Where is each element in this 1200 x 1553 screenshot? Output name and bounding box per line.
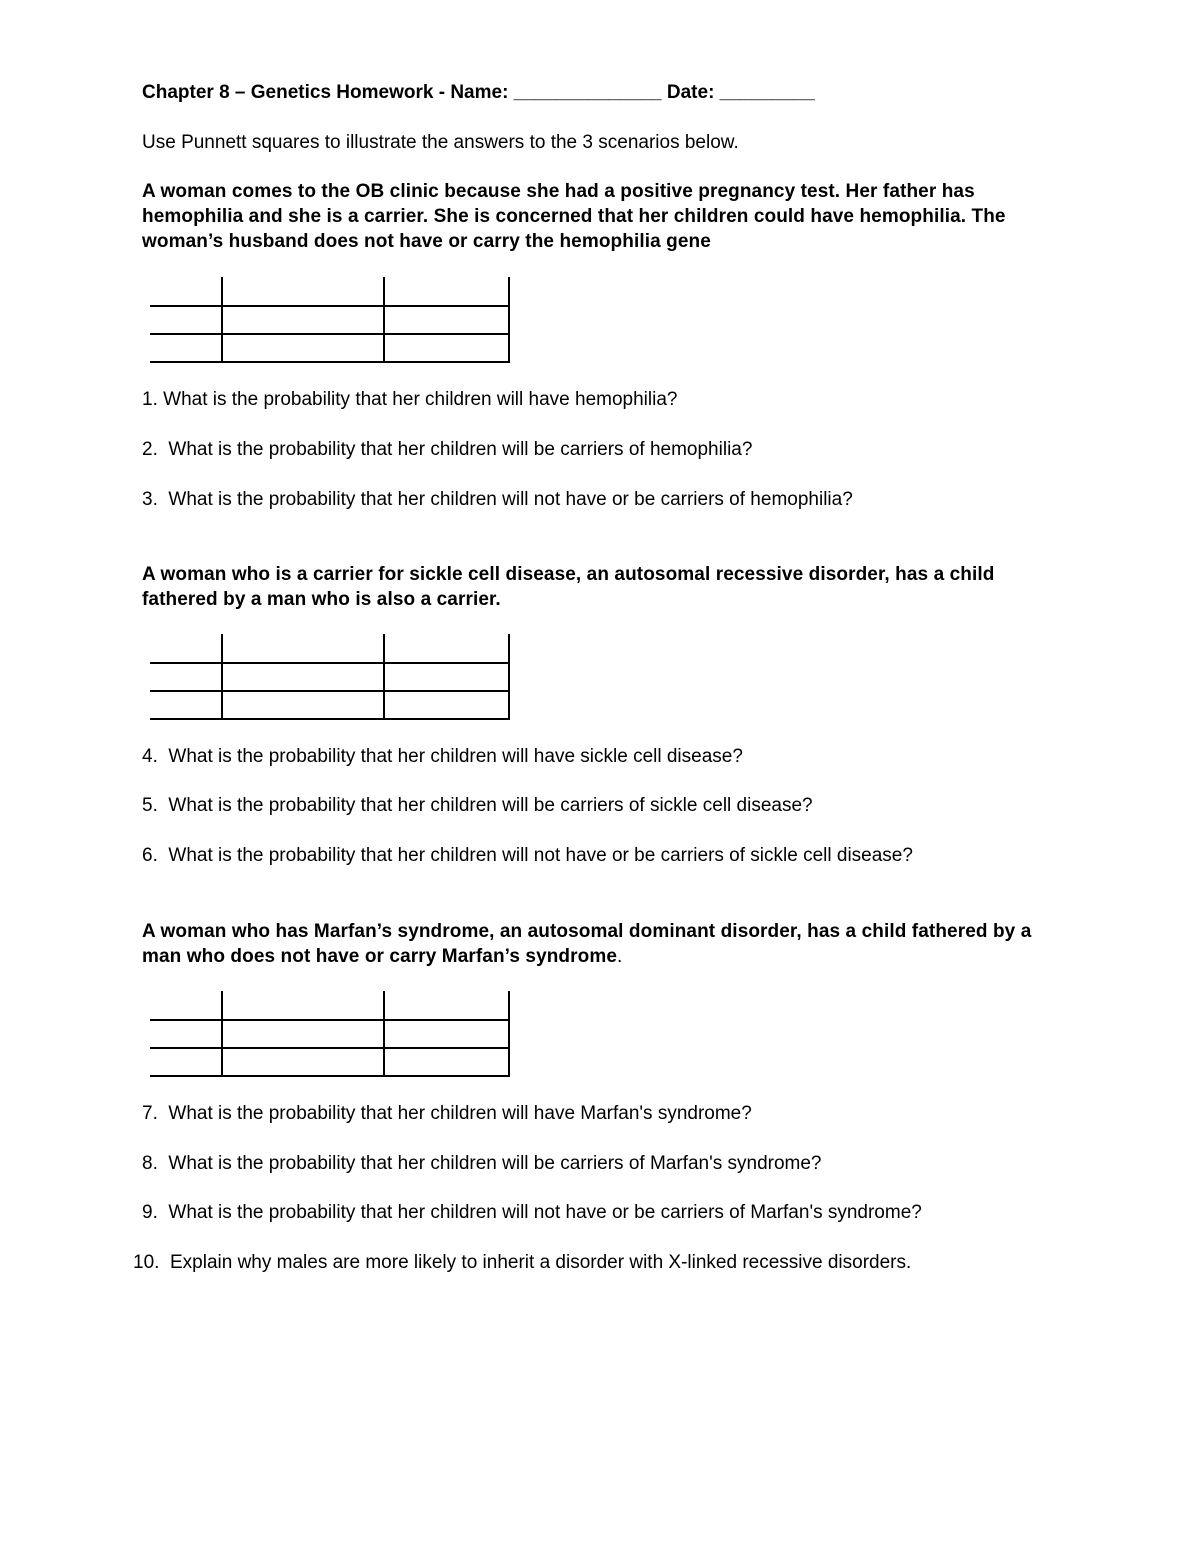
question-text: What is the probability that her children will have hemophilia? [163,389,678,410]
scenario-3-text [142,919,1072,969]
question-8 [142,1153,822,1175]
question-number: 2. [142,439,158,460]
page-title: Chapter 8 – Genetics Homework - Name: ______________ Date: _________ [142,82,815,103]
scenario-2-text: A woman who is a carrier for sickle cell disease, an autosomal recessive disorder, has a child fathered by a man who is also a carrier. [142,564,995,610]
question-text: What is the probability that her children will have sickle cell disease? [168,746,743,767]
scenario-1-text: A woman comes to the OB clinic because she had a positive pregnancy test. Her father has hemophilia and she is a carrier. She is concerned that her children could have hemophilia. The woman’s husband does not have or carry the hemophilia gene [142,181,1006,252]
question-number: 3. [142,489,158,510]
instructions: Use Punnett squares to illustrate the answers to the 3 scenarios below. [142,132,739,153]
question-number: 5. [142,795,158,816]
question-2 [142,439,752,461]
question-7 [142,1103,752,1125]
question-number: 7. [142,1103,158,1124]
question-1 [142,389,677,411]
question-text: What is the probability that her children will be carriers of hemophilia? [168,439,753,460]
scenario-3-body: A woman who has Marfan’s syndrome, an autosomal dominant disorder, has a child fathered by a man who does not have or carry Marfan’s syndrome [142,921,1032,967]
question-number: 9. [142,1202,158,1223]
punnett-square-2[interactable] [150,634,512,722]
question-text: What is the probability that her children will be carriers of Marfan's syndrome? [168,1153,822,1174]
question-text: Explain why males are more likely to inherit a disorder with X-linked recessive disorders. [169,1252,912,1273]
question-9 [142,1202,922,1224]
question-text: What is the probability that her children will not have or be carriers of sickle cell disease? [168,845,913,866]
question-number: 6. [142,845,158,866]
question-number: 8. [142,1153,158,1174]
question-number: 4. [142,746,158,767]
question-text: What is the probability that her children will not have or be carriers of hemophilia? [168,489,853,510]
question-4 [142,746,743,768]
question-6 [142,845,913,867]
question-10 [133,1252,911,1274]
question-text: What is the probability that her children will not have or be carriers of Marfan's syndrome? [168,1202,922,1223]
question-number: 1. [142,389,158,410]
question-text: What is the probability that her children will have Marfan's syndrome? [168,1103,752,1124]
punnett-square-3[interactable] [150,991,512,1079]
question-3 [142,489,853,511]
punnett-square-1[interactable] [150,277,512,365]
question-5 [142,795,813,817]
scenario-3-period: . [617,946,623,967]
question-text: What is the probability that her children will be carriers of sickle cell disease? [168,795,813,816]
question-number: 10. [133,1252,160,1273]
